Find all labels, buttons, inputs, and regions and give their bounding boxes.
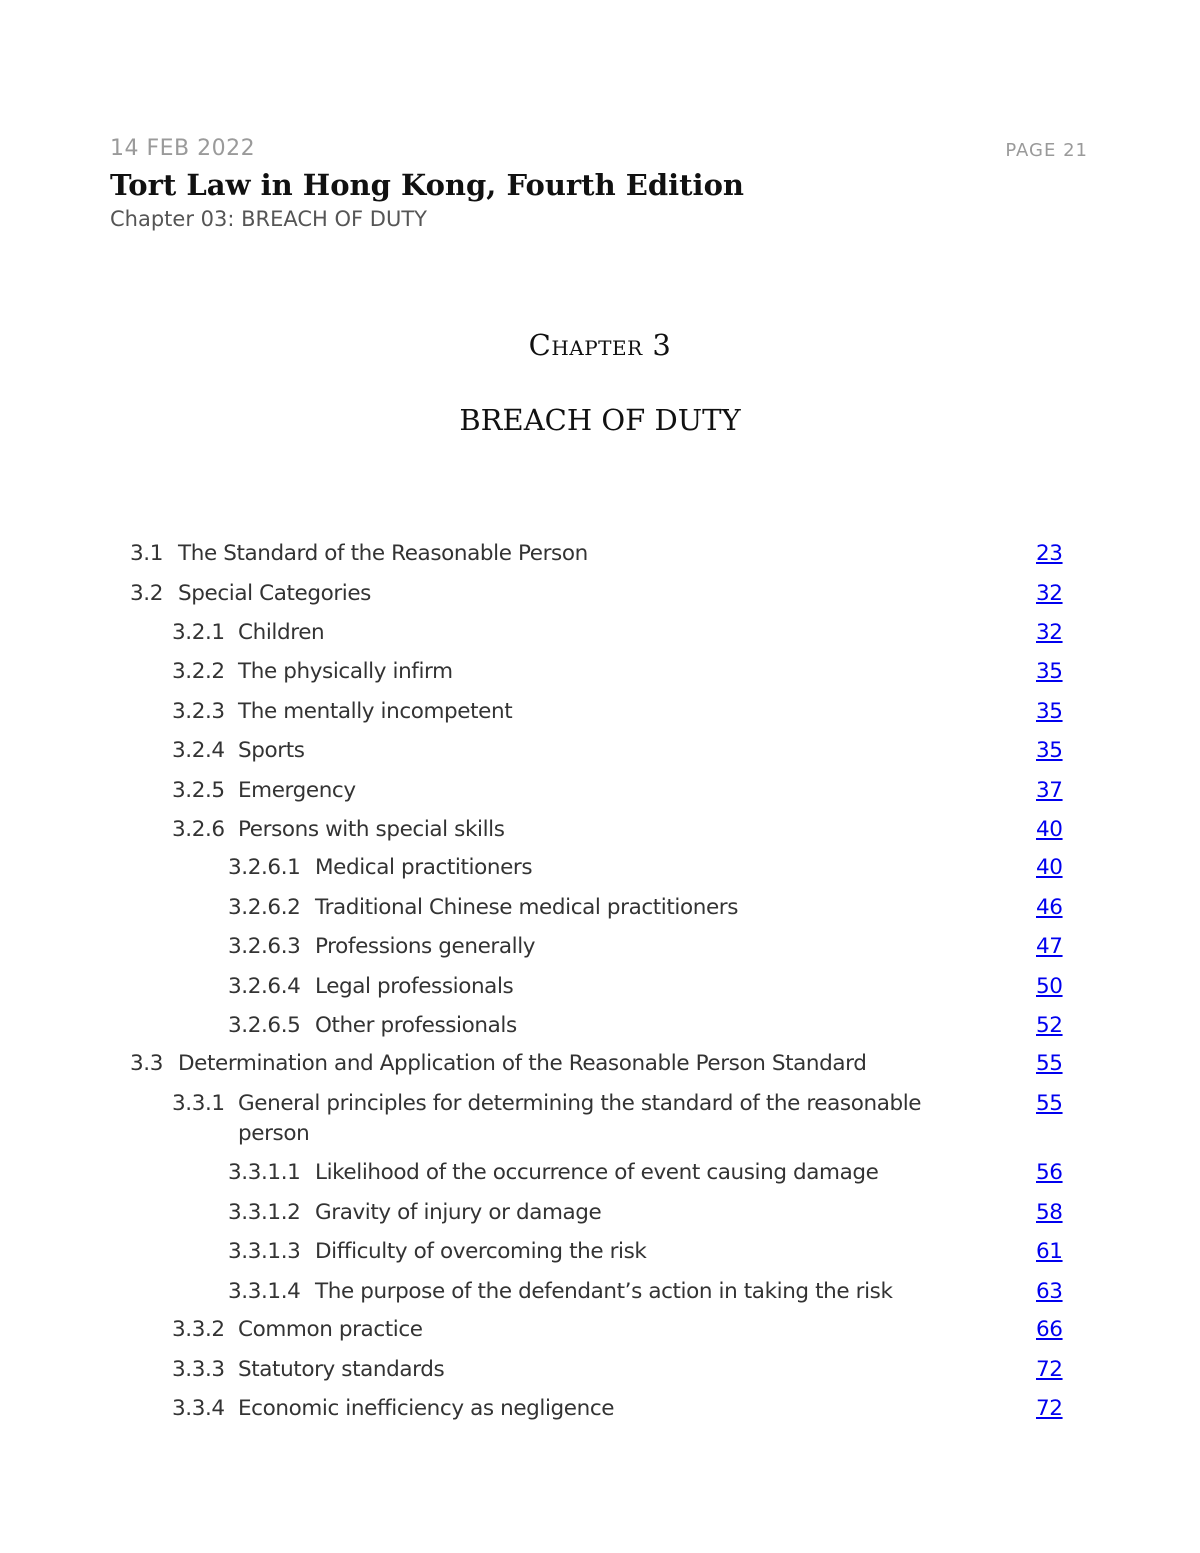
toc-page-link[interactable]: 40	[1036, 855, 1063, 880]
toc-page-link[interactable]: 58	[1036, 1200, 1063, 1225]
toc-page-link[interactable]: 47	[1036, 934, 1063, 959]
toc-title: Common practice	[238, 1317, 423, 1342]
chapter-label: Chapter 3	[528, 328, 672, 362]
toc-number: 3.2.6.3	[228, 934, 301, 959]
toc-number: 3.1	[130, 541, 163, 566]
toc-title: The purpose of the defendant’s action in taking the risk	[315, 1279, 893, 1304]
header-date: 14 FEB 2022	[110, 136, 256, 161]
toc-page-link[interactable]: 46	[1036, 895, 1063, 920]
toc-number: 3.2.6.2	[228, 895, 301, 920]
toc-number: 3.2.1	[172, 620, 225, 645]
toc-page-link[interactable]: 40	[1036, 817, 1063, 842]
toc-page-link[interactable]: 55	[1036, 1091, 1063, 1116]
toc-page-link[interactable]: 72	[1036, 1396, 1063, 1421]
toc-number: 3.2.6.1	[228, 855, 301, 880]
toc-page-link[interactable]: 37	[1036, 778, 1063, 803]
toc-title: Persons with special skills	[238, 817, 505, 842]
toc-page-link[interactable]: 56	[1036, 1160, 1063, 1185]
toc-title: Gravity of injury or damage	[315, 1200, 602, 1225]
toc-title: The mentally incompetent	[238, 699, 513, 724]
toc-number: 3.3.3	[172, 1357, 225, 1382]
toc-page-link[interactable]: 66	[1036, 1317, 1063, 1342]
toc-page-link[interactable]: 72	[1036, 1357, 1063, 1382]
toc-number: 3.3.2	[172, 1317, 225, 1342]
toc-title: The Standard of the Reasonable Person	[178, 541, 588, 566]
toc-number: 3.3.4	[172, 1396, 225, 1421]
chapter-subtitle: Chapter 03: BREACH OF DUTY	[110, 207, 427, 231]
toc-number: 3.2.5	[172, 778, 225, 803]
toc-number: 3.2.2	[172, 659, 225, 684]
book-title: Tort Law in Hong Kong, Fourth Edition	[110, 168, 744, 202]
toc-title: Children	[238, 620, 325, 645]
toc-number: 3.2.6.4	[228, 974, 301, 999]
toc-number: 3.2.6.5	[228, 1013, 301, 1038]
toc-title: Emergency	[238, 778, 356, 803]
toc-page-link[interactable]: 23	[1036, 541, 1063, 566]
toc-title: Legal professionals	[315, 974, 514, 999]
toc-page-link[interactable]: 61	[1036, 1239, 1063, 1264]
toc-number: 3.3	[130, 1051, 163, 1076]
toc-page-link[interactable]: 35	[1036, 699, 1063, 724]
toc-title: Special Categories	[178, 581, 371, 606]
toc-number: 3.3.1.2	[228, 1200, 301, 1225]
chapter-heading: BREACH OF DUTY	[459, 403, 741, 437]
toc-number: 3.3.1.4	[228, 1279, 301, 1304]
toc-page-link[interactable]: 32	[1036, 620, 1063, 645]
toc-title: Medical practitioners	[315, 855, 533, 880]
toc-title: Likelihood of the occurrence of event causing damage	[315, 1160, 879, 1185]
toc-page-link[interactable]: 32	[1036, 581, 1063, 606]
toc-title: Traditional Chinese medical practitioners	[315, 895, 739, 920]
toc-title: Difficulty of overcoming the risk	[315, 1239, 647, 1264]
toc-number: 3.2	[130, 581, 163, 606]
toc-page-link[interactable]: 35	[1036, 738, 1063, 763]
toc-title: Determination and Application of the Reasonable Person Standard	[178, 1051, 867, 1076]
toc-title: Other professionals	[315, 1013, 517, 1038]
toc-title: General principles for determining the standard of the reasonable person	[238, 1091, 922, 1146]
toc-number: 3.2.6	[172, 817, 225, 842]
toc-page-link[interactable]: 50	[1036, 974, 1063, 999]
toc-page-link[interactable]: 52	[1036, 1013, 1063, 1038]
toc-page-link[interactable]: 63	[1036, 1279, 1063, 1304]
toc-page-link[interactable]: 55	[1036, 1051, 1063, 1076]
toc-number: 3.3.1.1	[228, 1160, 301, 1185]
toc-number: 3.3.1.3	[228, 1239, 301, 1264]
toc-title: Professions generally	[315, 934, 536, 959]
toc-title: Economic inefficiency as negligence	[238, 1396, 615, 1421]
toc-title: Sports	[238, 738, 305, 763]
toc-number: 3.2.4	[172, 738, 225, 763]
toc-number: 3.2.3	[172, 699, 225, 724]
header-page-number: PAGE 21	[1005, 140, 1088, 161]
toc-title: Statutory standards	[238, 1357, 445, 1382]
toc-title: The physically infirm	[238, 659, 453, 684]
toc-page-link[interactable]: 35	[1036, 659, 1063, 684]
toc-number: 3.3.1	[172, 1091, 225, 1116]
